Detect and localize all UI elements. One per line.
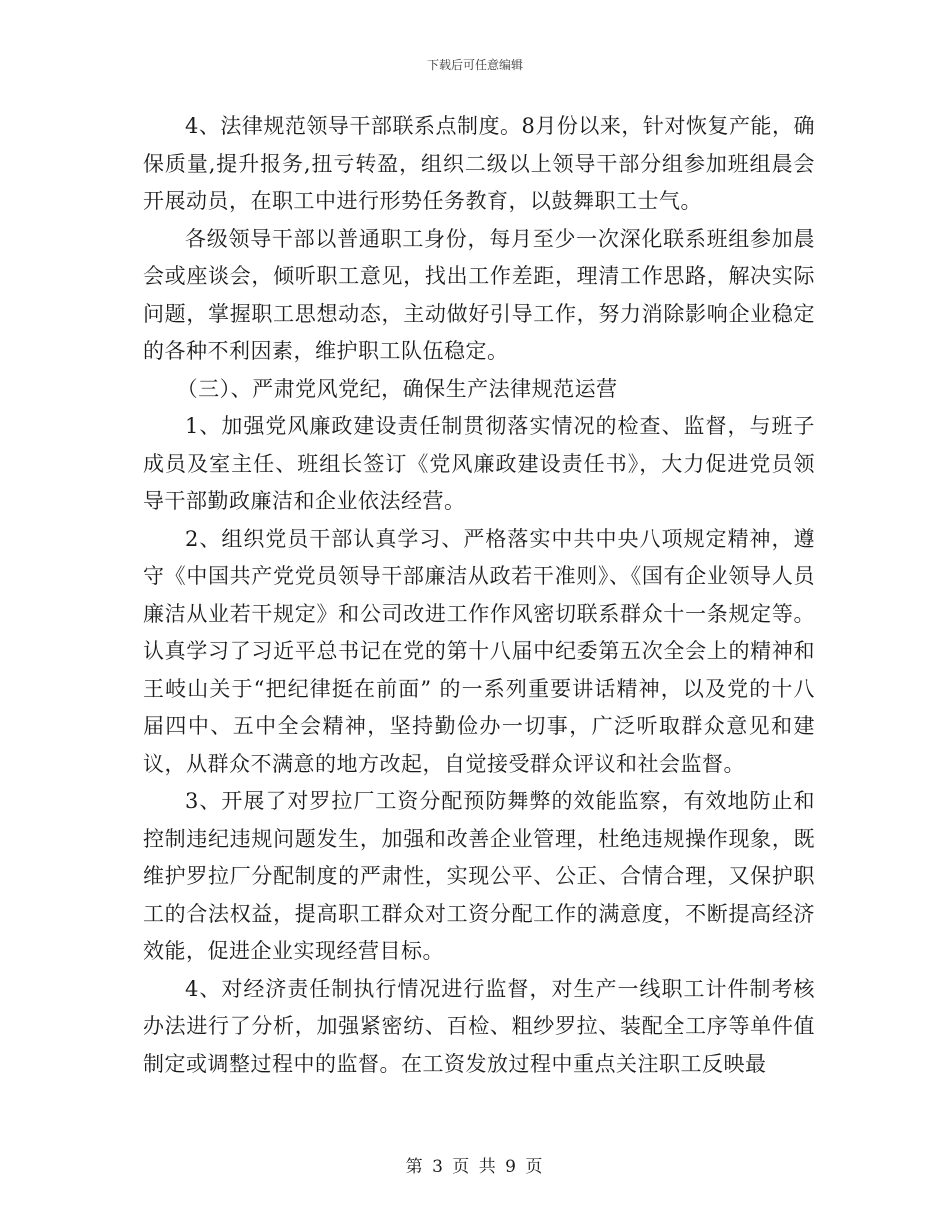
page-number: 第 3 页 共 9 页 bbox=[405, 1157, 545, 1177]
paragraph: 3、开展了对罗拉厂工资分配预防舞弊的效能监察，有效地防止和控制违纪违规问题发生，加强和改善企业管理，杜绝违规操作现象，既维护罗拉厂分配制度的严肃性，实现公平、公正、合情合理，又保护职工的合法权益，提高职工群众对工资分配工作的满意度，不断提高经济效能，促进企业实现经营目标。 bbox=[143, 789, 815, 963]
paragraph: 4、法律规范领导干部联系点制度。8月份以来，针对恢复产能，确保质量,提升报务,扭亏转盈，组织二级以上领导干部分组参加班组晨会开展动员，在职工中进行形势任务教育，以鼓舞职工士气。 bbox=[143, 114, 815, 213]
paragraph: 各级领导干部以普通职工身份，每月至少一次深化联系班组参加晨会或座谈会，倾听职工意见，找出工作差距，理清工作思路，解决实际问题，掌握职工思想动态，主动做好引导工作，努力消除影响企业稳定的各种不利因素，维护职工队伍稳定。 bbox=[143, 226, 815, 363]
header-note: 下载后可任意编辑 bbox=[426, 58, 523, 72]
section-heading: （三）、严肃党风党纪，确保生产法律规范运营 bbox=[176, 376, 618, 401]
document-body bbox=[143, 108, 815, 1083]
paragraph: 2、组织党员干部认真学习、严格落实中共中央八项规定精神，遵守《中国共产党党员领导干部廉洁从政若干准则》、《国有企业领导人员廉洁从业若干规定》和公司改进工作作风密切联系群众十一条规定等。认真学习了习近平总书记在党的第十八届中纪委第五次全会上的精神和王岐山关于“把纪律挺在前面” 的一系列重要讲话精神，以及党的十八届四中、五中全会精神，坚持勤俭办一切事，广泛听取群众意见和建议，从群众不满意的地方改起，自觉接受群众评议和社会监督。 bbox=[143, 526, 815, 776]
paragraph: 4、对经济责任制执行情况进行监督，对生产一线职工计件制考核办法进行了分析，加强紧密纺、百检、粗纱罗拉、装配全工序等单件值制定或调整过程中的监督。在工资发放过程中重点关注职工反映最 bbox=[143, 976, 815, 1076]
paragraph: 1、加强党风廉政建设责任制贯彻落实情况的检查、监督，与班子成员及室主任、班组长签订《党风廉政建设责任书》，大力促进党员领导干部勤政廉洁和企业依法经营。 bbox=[143, 414, 815, 513]
